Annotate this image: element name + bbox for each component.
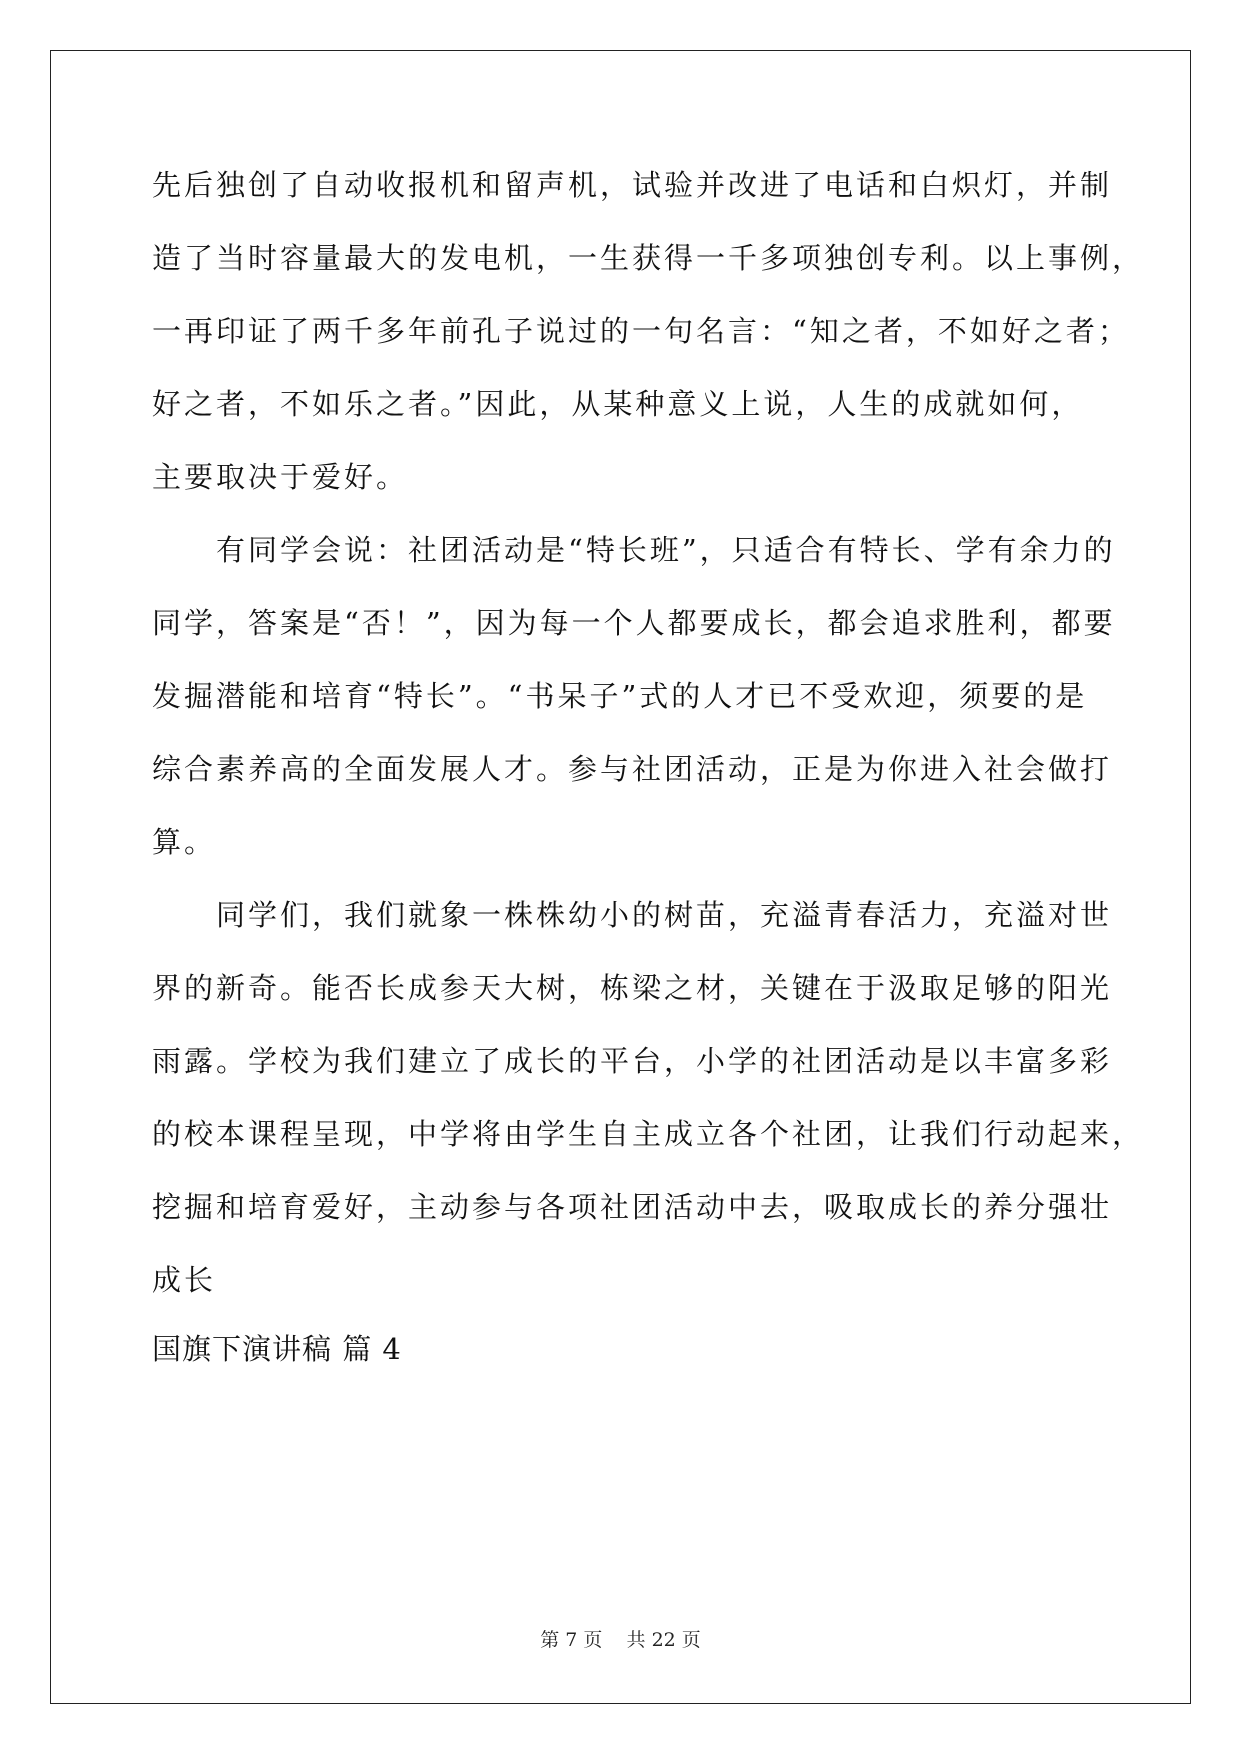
- body-line-14: 的校本课程呈现，中学将由学生自主成立各个社团，让我们行动起来，: [152, 1117, 1145, 1151]
- body-line-5: 主要取决于爱好。: [152, 460, 409, 494]
- body-line-1: 先后独创了自动收报机和留声机，试验并改进了电话和白炽灯，并制: [152, 168, 1113, 202]
- body-line-9: 综合素养高的全面发展人才。参与社团活动，正是为你进入社会做打: [152, 752, 1113, 786]
- body-line-2: 造了当时容量最大的发电机，一生获得一千多项独创专利。以上事例，: [152, 241, 1145, 275]
- body-line-4: 好之者，不如乐之者。”因此，从某种意义上说，人生的成就如何，: [152, 387, 1084, 421]
- page-border: [50, 50, 1191, 1704]
- section-heading: 国旗下演讲稿 篇 4: [152, 1332, 402, 1366]
- body-line-6: 有同学会说：社团活动是“特长班”，只适合有特长、学有余力的: [152, 533, 1116, 567]
- page-footer: 第 7 页 共 22 页: [540, 1629, 701, 1651]
- body-line-13: 雨露。学校为我们建立了成长的平台，小学的社团活动是以丰富多彩: [152, 1044, 1113, 1078]
- body-line-8: 发掘潜能和培育“特长”。“书呆子”式的人才已不受欢迎，须要的是: [152, 679, 1088, 713]
- body-line-10: 算。: [152, 825, 217, 859]
- body-line-7: 同学，答案是“否！”，因为每一个人都要成长，都会追求胜利，都要: [152, 606, 1116, 640]
- body-line-16: 成长: [152, 1263, 217, 1297]
- body-line-3: 一再印证了两千多年前孔子说过的一句名言：“知之者，不如好之者；: [152, 314, 1130, 348]
- body-line-12: 界的新奇。能否长成参天大树，栋梁之材，关键在于汲取足够的阳光: [152, 971, 1113, 1005]
- body-line-15: 挖掘和培育爱好，主动参与各项社团活动中去，吸取成长的养分强壮: [152, 1190, 1113, 1224]
- body-line-11: 同学们，我们就象一株株幼小的树苗，充溢青春活力，充溢对世: [152, 898, 1113, 932]
